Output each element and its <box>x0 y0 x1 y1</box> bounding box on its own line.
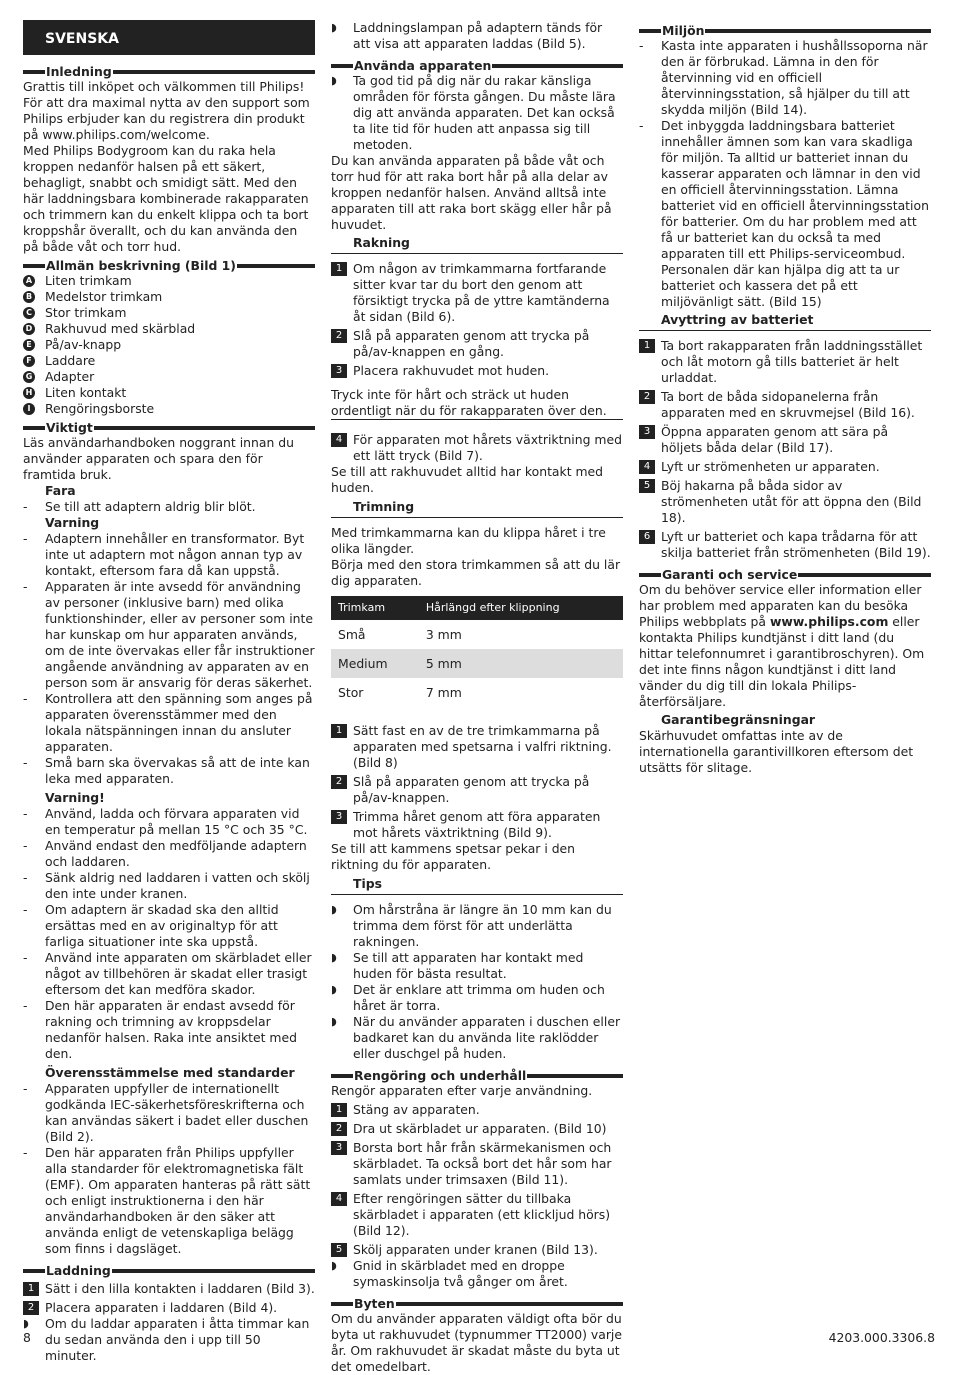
trimming-paragraph-2: Börja med den stora trimkammen så att du lär dig apparaten. <box>331 557 621 588</box>
language-banner: SVENSKA <box>23 20 315 55</box>
standards-heading: Överensstämmelse med standarder <box>45 1065 295 1080</box>
bullet-item: ◗ Se till att apparaten har kontakt med huden för bästa resultat. <box>331 950 584 981</box>
list-item: - Använd endast den medföljande adaptern och laddaren. <box>23 838 315 870</box>
step-item: 1 Stäng av apparaten. <box>331 1102 623 1118</box>
comb-length-table <box>331 596 623 707</box>
column-1 <box>23 20 315 1364</box>
trimming-paragraph: Med trimkammarna kan du klippa håret i tre olika längder. <box>331 525 606 556</box>
list-item: F Laddare <box>23 353 315 369</box>
list-item: - Kasta inte apparaten i hushållssoporna när den är förbrukad. Lämna in den för återvinning vid en officiell återvinningsstation, så hjälper du till att skydda miljön (Bild 14). <box>639 38 931 118</box>
list-item: - Adaptern innehåller en transformator. Byt inte ut adaptern mot någon annan typ av kontakt, eftersom fara då kan uppstå. <box>23 531 315 579</box>
subheading-warranty-limits: Garantibegränsningar <box>661 712 816 727</box>
section-heading-warranty: Garanti och service <box>639 567 931 582</box>
step-item: 3 Borsta bort hår från skärmekanismen och skärbladet. Ta också bort det hår som har samlats under trimsaxen (Bild 11). <box>331 1140 623 1188</box>
warning-heading: Varning <box>45 515 100 530</box>
section-heading-environment: Miljön <box>639 23 931 38</box>
list-item: A Liten trimkam <box>23 273 315 289</box>
warranty-limits-paragraph: Skärhuvudet omfattas inte av de internationella garantivillkoren eftersom det utsätts för slitage. <box>639 728 914 775</box>
list-item: B Medelstor trimkam <box>23 289 315 305</box>
table-row: Medium 5 mm <box>331 649 623 678</box>
section-heading-description: Allmän beskrivning (Bild 1) <box>23 258 315 273</box>
list-item: G Adapter <box>23 369 315 385</box>
description-list <box>23 273 315 417</box>
section-heading-important: Viktigt <box>23 420 315 435</box>
step-item: 4 Efter rengöringen sätter du tillbaka skärbladet i apparaten (ett klickljud hörs) (Bild 12). <box>331 1191 623 1239</box>
list-item: - Använd inte apparaten om skärbladet eller något av tillbehören är skadat eller trasigt eftersom det kan medföra skador. <box>23 950 315 998</box>
intro-paragraph-2: Med Philips Bodygroom kan du raka hela kroppen nedanför halsen på ett säkert, behagligt, snabbt och smidigt sätt. Med den här laddningsbara kombinerade rakapparaten och trimmern kan du enkelt klippa och ta bort kroppshår överallt, och du kan använda den på både våt och torr hud. <box>23 143 309 254</box>
warranty-paragraph: Om du behöver service eller information eller har problem med apparaten kan du besöka Philips webbplats på www.philips.com eller kontakta Philips kundtjänst i ditt land (du hittar telefonnumret i garantibroschyren). Om det inte finns någon kundtjänst i ditt land vänder du dig till din lokala Philips-återförsäljare. <box>639 582 925 709</box>
usage-paragraph: Du kan använda apparaten på både våt och torr hud för att raka bort hår på alla delar av kroppen nedanför halsen. Använd alltså inte apparaten till att raka bort skägg eller hår på huvudet. <box>331 153 612 232</box>
section-heading-intro: Inledning <box>23 64 315 79</box>
bullet-item: ◗ När du använder apparaten i duschen eller badkaret kan du använda lite raklödder eller duschgel på huden. <box>331 1014 621 1061</box>
bullet-item: ◗ Det är enklare att trimma om huden och håret är torra. <box>331 982 605 1013</box>
bullet-item: ◗ Ta god tid på dig när du rakar känsliga områden för första gången. Du måste lära dig att använda apparaten. Det kan också ta lite tid för huden att anpassa sig till metoden. <box>331 73 616 152</box>
step-item: 2 Slå på apparaten genom att trycka på på/av-knappen en gång. <box>331 328 623 360</box>
list-item: - Se till att adaptern aldrig blir blöt. <box>23 499 315 515</box>
list-item: - Små barn ska övervakas så att de inte kan leka med apparaten. <box>23 755 315 787</box>
step-item: 2 Ta bort de båda sidopanelerna från apparaten med en skruvmejsel (Bild 16). <box>639 389 931 421</box>
step-item: 1 Sätt fast en av de tre trimkammarna på apparaten med spetsarna i valfri riktning. (Bild 8) <box>331 723 623 771</box>
replacement-paragraph: Om du använder apparaten väldigt ofta bör du byta ut rakhuvudet (typnummer TT2000) varje år. Om rakhuvudet är skadat måste du byta ut det omedelbart. <box>331 1311 622 1374</box>
section-heading-replacement: Byten <box>331 1296 623 1311</box>
bullet-item: ◗ Om hårstråna är längre än 10 mm kan du trimma dem först för att underlätta rakningen. <box>331 902 612 949</box>
bullet-item: ◗ Laddningslampan på adaptern tänds för att visa att apparaten laddas (Bild 5). <box>331 20 603 51</box>
subheading-tips: Tips <box>331 876 623 895</box>
danger-heading: Fara <box>45 483 76 498</box>
trimming-paragraph-3: Se till att kammens spetsar pekar i den riktning du för apparaten. <box>331 841 576 872</box>
step-item: 4 Lyft ur strömenheten ur apparaten. <box>639 459 931 475</box>
section-heading-charging: Laddning <box>23 1263 315 1278</box>
step-item: 4 För apparaten mot hårets växtriktning med ett lätt tryck (Bild 7). <box>331 432 623 464</box>
step-item: 2 Dra ut skärbladet ur apparaten. (Bild 10) <box>331 1121 623 1137</box>
list-item: - Den här apparaten är endast avsedd för rakning och trimning av kroppsdelar nedanför halsen. Raka inte ansiktet med den. <box>23 998 315 1062</box>
table-header: Trimkam <box>331 596 419 620</box>
step-item: 5 Böj hakarna på båda sidor av strömenheten utåt för att öppna den (Bild 18). <box>639 478 931 526</box>
section-heading-usage: Använda apparaten <box>331 58 623 73</box>
document-code: 4203.000.3306.8 <box>828 1330 935 1345</box>
step-item: 1 Om någon av trimkammarna fortfarande sitter kvar tar du bort den genom att försiktigt trycka på de yttre kamtänderna åt sidan (Bild 6). <box>331 261 623 325</box>
section-heading-cleaning: Rengöring och underhåll <box>331 1068 623 1083</box>
step-item: 2 Placera apparaten i laddaren (Bild 4). <box>23 1300 315 1316</box>
column-3 <box>639 20 931 776</box>
step-item: 6 Lyft ur batteriet och kapa trådarna för att skilja batteriet från strömenheten (Bild 19). <box>639 529 931 561</box>
list-item: I Rengöringsborste <box>23 401 315 417</box>
subheading-trimming: Trimning <box>331 499 623 518</box>
list-item: D Rakhuvud med skärblad <box>23 321 315 337</box>
list-item: - Det inbyggda laddningsbara batteriet innehåller ämnen som kan vara skadliga för miljön. Ta alltid ur batteriet innan du kasserar apparaten och lämnar in den vid en officiell återvinningsstation. Lämna batteriet vid en officiell återvinningsstation för batterier. Om du har problem med att få ur batteriet kan du också ta med apparaten till ett Philips-serviceombud. Personalen där kan hjälpa dig att ta ur batteriet och kassera det på ett miljövänligt sätt. (Bild 15) <box>639 118 931 310</box>
cleaning-paragraph: Rengör apparaten efter varje användning. <box>331 1083 593 1098</box>
subheading-shaving: Rakning <box>331 235 623 254</box>
step-item: 3 Placera rakhuvudet mot huden. <box>331 363 623 379</box>
caution-heading: Varning! <box>45 790 105 805</box>
intro-paragraph: Grattis till inköpet och välkommen till Philips! För att dra maximal nytta av den support som Philips erbjuder kan du registrera din produkt på www.philips.com/welcome. <box>23 79 310 142</box>
column-2 <box>331 20 623 1375</box>
list-item: - Använd, ladda och förvara apparaten vid en temperatur på mellan 15 °C och 35 °C. <box>23 806 315 838</box>
table-row: Små 3 mm <box>338 626 462 642</box>
philips-website-link[interactable]: www.philips.com <box>769 614 889 629</box>
list-item: E På/av-knapp <box>23 337 315 353</box>
page-number: 8 <box>23 1330 31 1345</box>
shaving-paragraph: Se till att rakhuvudet alltid har kontakt med huden. <box>331 464 604 495</box>
list-item: H Liten kontakt <box>23 385 315 401</box>
list-item: - Den här apparaten från Philips uppfyller alla standarder för elektromagnetiska fält (EMF). Om apparaten hanteras på rätt sätt och enligt instruktionerna i den här användarhandboken är den säker att använda enligt de vetenskapliga belägg som finns i dagsläget. <box>23 1145 315 1257</box>
step-item: 1 Sätt i den lilla kontakten i laddaren (Bild 3). <box>23 1281 315 1297</box>
subheading-battery: Avyttring av batteriet <box>639 312 931 331</box>
step-item: 3 Öppna apparaten genom att sära på höljets båda delar (Bild 17). <box>639 424 931 456</box>
list-item: - Apparaten är inte avsedd för användning av personer (inklusive barn) med olika funktionshinder, eller av personer som inte har kunskap om hur apparaten används, om de inte övervakas eller får instruktioner angående användning av apparaten av en person som är ansvarig för deras säkerhet. <box>23 579 315 691</box>
step-item: 5 Skölj apparaten under kranen (Bild 13). <box>331 1242 623 1258</box>
list-item: - Om adaptern är skadad ska den alltid ersättas med en av originaltyp för att farliga situationer inte ska uppstå. <box>23 902 315 950</box>
shaving-note: Tryck inte för hårt och sträck ut huden ordentligt när du för rakapparaten över den. <box>331 387 623 420</box>
list-item: - Kontrollera att den spänning som anges på apparaten överensstämmer med den lokala nätspänningen innan du ansluter apparaten. <box>23 691 315 755</box>
list-item: - Apparaten uppfyller de internationellt godkända IEC-säkerhetsföreskrifterna och kan användas säkert i badet eller duschen (Bild 2). <box>23 1081 315 1145</box>
bullet-item: ◗ Gnid in skärbladet med en droppe symaskinsolja två gånger om året. <box>331 1258 568 1289</box>
table-header: Hårlängd efter klippning <box>419 596 623 620</box>
table-row: Stor 7 mm <box>338 684 462 700</box>
step-item: 2 Slå på apparaten genom att trycka på på/av-knappen. <box>331 774 623 806</box>
list-item: C Stor trimkam <box>23 305 315 321</box>
important-paragraph: Läs användarhandboken noggrant innan du använder apparaten och spara den för framtida bruk. <box>23 435 294 482</box>
step-item: 1 Ta bort rakapparaten från laddningsstället och låt motorn gå tills batteriet är helt urladdat. <box>639 338 931 386</box>
list-item: - Sänk aldrig ned laddaren i vatten och skölj den inte under kranen. <box>23 870 315 902</box>
step-item: 3 Trimma håret genom att föra apparaten mot hårets växtriktning (Bild 9). <box>331 809 623 841</box>
bullet-item: ◗ Om du laddar apparaten i åtta timmar kan du sedan använda den i upp till 50 minuter. <box>23 1316 310 1363</box>
